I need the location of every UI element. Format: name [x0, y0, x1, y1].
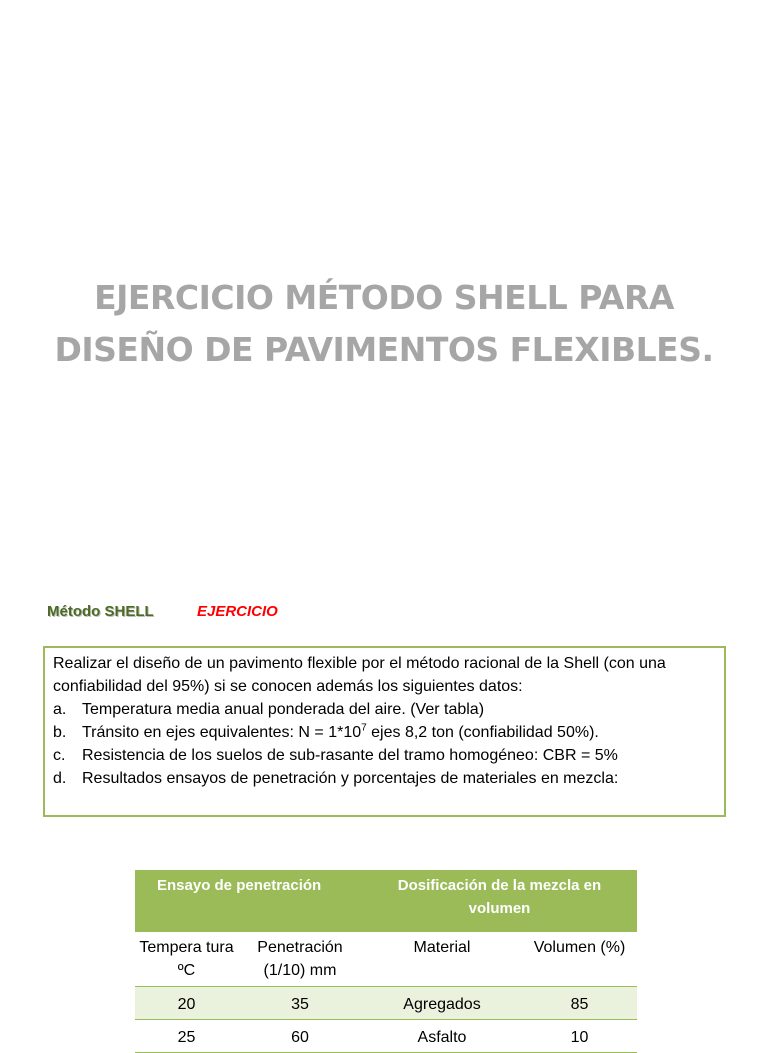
- statement-list: [53, 698, 716, 790]
- list-item-text: Resistencia de los suelos de sub-rasante del tramo homogéneo: CBR = 5%: [82, 747, 618, 764]
- table-cell: 10: [522, 1020, 637, 1053]
- column-header-penetration: Penetración (1/10) mm: [238, 932, 362, 987]
- table-cell: 20: [135, 987, 238, 1020]
- table-row: [135, 1020, 637, 1053]
- table-header-row: [135, 870, 637, 932]
- list-item: [53, 698, 716, 721]
- table-cell: Agregados: [362, 987, 522, 1020]
- slide-title: [0, 272, 768, 376]
- data-table: [135, 870, 637, 1053]
- exercise-label: EJERCICIO: [197, 603, 278, 620]
- column-header-temperature: Tempera tura ºC: [135, 932, 238, 987]
- slide-title-line-1: EJERCICIO MÉTODO SHELL PARA: [94, 278, 674, 317]
- header-mix-dosage: Dosificación de la mezcla en volumen: [362, 870, 637, 932]
- column-header-volume: Volumen (%): [522, 932, 637, 987]
- table-cell: 60: [238, 1020, 362, 1053]
- traffic-exponent: 7: [361, 722, 367, 734]
- table-cell: Asfalto: [362, 1020, 522, 1053]
- table-row: [135, 987, 637, 1020]
- list-item-text: Temperatura media anual ponderada del aire. (Ver tabla): [82, 701, 485, 718]
- table-column-row: [135, 932, 637, 987]
- statement-intro: Realizar el diseño de un pavimento flexible por el método racional de la Shell (con una confiabilidad del 95%) si se conocen además los siguientes datos:: [53, 655, 666, 695]
- traffic-text-after: ejes 8,2 ton (confiabilidad 50%).: [366, 724, 599, 741]
- list-marker: a.: [53, 701, 67, 718]
- list-item-text: [82, 721, 599, 744]
- section-heading: [47, 603, 278, 620]
- column-header-material: Material: [362, 932, 522, 987]
- table-cell: 85: [522, 987, 637, 1020]
- list-marker: d.: [53, 770, 67, 787]
- list-item-text: Resultados ensayos de penetración y porcentajes de materiales en mezcla:: [82, 770, 619, 787]
- list-item: [53, 767, 716, 790]
- table-cell: 25: [135, 1020, 238, 1053]
- list-item: [53, 744, 716, 767]
- table-cell: 35: [238, 987, 362, 1020]
- method-label: Método SHELL: [47, 603, 154, 620]
- list-marker: c.: [53, 747, 66, 764]
- exercise-statement-box: [43, 646, 726, 817]
- traffic-text-before: Tránsito en ejes equivalentes: N = 1*10: [82, 724, 362, 741]
- header-penetration-test: Ensayo de penetración: [135, 870, 362, 932]
- list-item: [53, 721, 716, 744]
- slide-title-line-2: DISEÑO DE PAVIMENTOS FLEXIBLES.: [54, 330, 714, 369]
- list-marker: b.: [53, 724, 67, 741]
